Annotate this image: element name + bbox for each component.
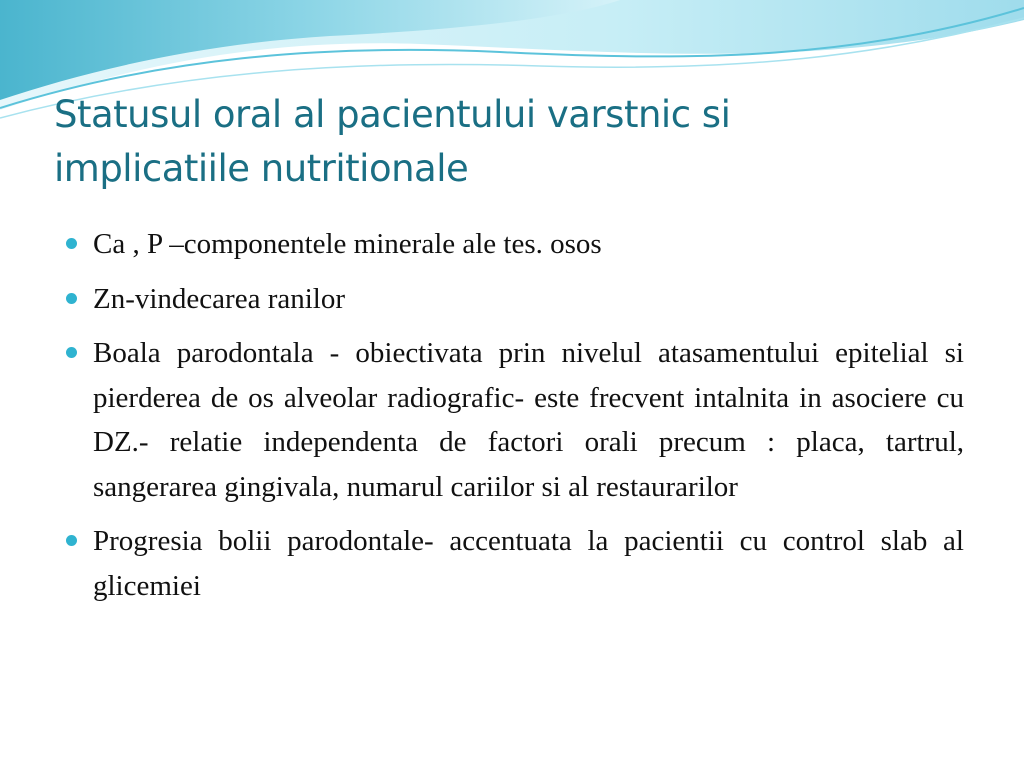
bullet-item xyxy=(64,222,964,267)
slide-title-line-1: Statusul oral al pacientului varstnic si xyxy=(54,93,731,136)
slide-title xyxy=(54,88,984,196)
bullet-text: Boala parodontala - obiectivata prin nivelul atasamentului epitelial si pierderea de os alveolar radiografic- este frecvent intalnita in asociere cu DZ.- relatie independenta de factori orali precum : placa, tartrul, sangerarea gingivala, numarul cariilor si al restaurarilor xyxy=(93,337,964,503)
bullet-dot-icon xyxy=(66,238,77,249)
bullet-item xyxy=(64,519,964,608)
bullet-dot-icon xyxy=(66,535,77,546)
bullet-text: Zn-vindecarea ranilor xyxy=(93,282,345,315)
bullet-item xyxy=(64,277,964,322)
bullet-item xyxy=(64,331,964,509)
bullet-dot-icon xyxy=(66,347,77,358)
bullet-text: Ca , P –componentele minerale ale tes. osos xyxy=(93,228,602,260)
slide-title-line-2: implicatiile nutritionale xyxy=(54,147,469,190)
bullet-text: Progresia bolii parodontale- accentuata la pacientii cu control slab al glicemiei xyxy=(93,525,964,602)
bullet-list xyxy=(64,222,964,618)
bullet-dot-icon xyxy=(66,293,77,304)
